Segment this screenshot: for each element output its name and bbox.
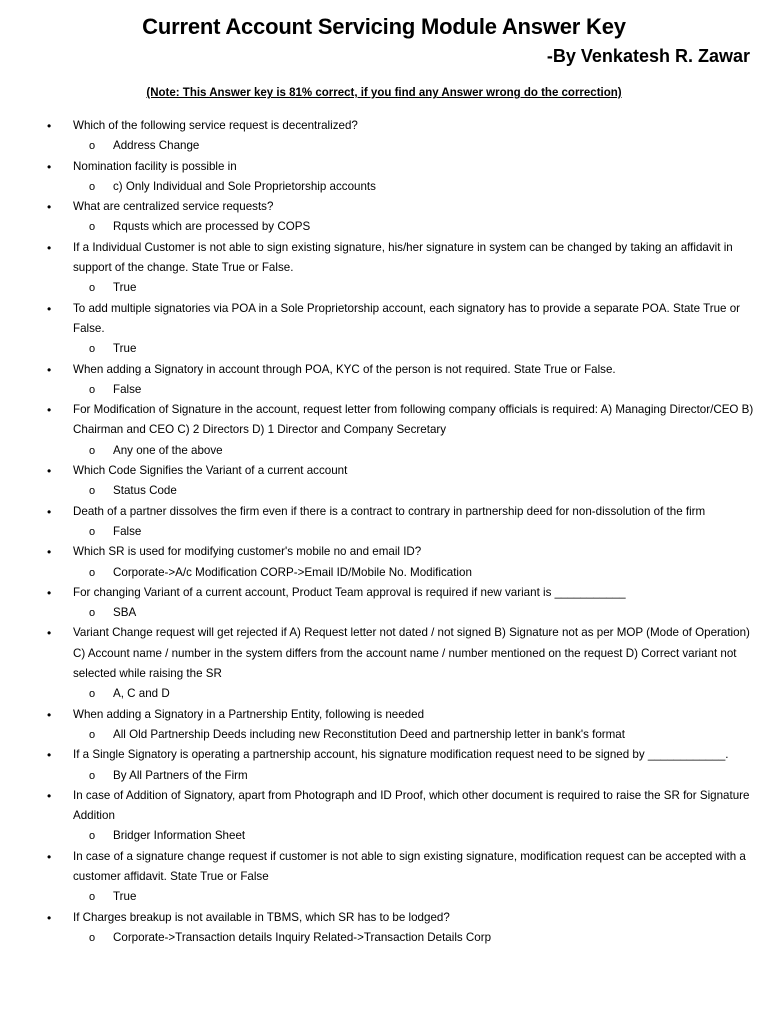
list-item [0, 623, 768, 704]
question-answer-list [0, 116, 768, 948]
question-text: Which Code Signifies the Variant of a current account [73, 464, 348, 478]
sub-bullet-icon: o [89, 607, 96, 620]
bullet-icon: • [47, 200, 52, 215]
sub-bullet-icon: o [89, 383, 96, 396]
bullet-icon: • [47, 545, 52, 560]
sub-bullet-icon: o [89, 728, 96, 741]
answer [0, 725, 768, 745]
question-text: Death of a partner dissolves the firm even if there is a contract to contrary in partnership deed for non-dissolution of the firm [73, 504, 706, 518]
answer [0, 217, 768, 237]
question [0, 360, 768, 380]
answer [0, 887, 768, 907]
list-item [0, 197, 768, 238]
bullet-icon: • [47, 849, 52, 864]
list-item [0, 360, 768, 401]
answer [0, 603, 768, 623]
answer-text: True [113, 890, 137, 904]
list-item [0, 461, 768, 502]
answer [0, 177, 768, 197]
question-text: Which of the following service request is decentralized? [73, 119, 358, 132]
answer-text: True [113, 342, 137, 356]
answer-text: Bridger Information Sheet [113, 829, 246, 843]
question-text: To add multiple signatories via POA in a Sole Proprietorship account, each signatory has to provide a separate POA. State True or False. [73, 301, 741, 335]
list-item [0, 786, 768, 847]
sub-bullet-icon: o [89, 891, 96, 904]
answer [0, 766, 768, 786]
bullet-icon: • [47, 403, 52, 418]
sub-bullet-icon: o [89, 525, 96, 538]
question [0, 786, 768, 827]
bullet-icon: • [47, 910, 52, 925]
sub-bullet-icon: o [89, 566, 96, 579]
bullet-icon: • [47, 788, 52, 803]
bullet-icon: • [47, 504, 52, 519]
answer-text: All Old Partnership Deeds including new Reconstitution Deed and partnership letter in bank's format [113, 727, 625, 741]
answer [0, 684, 768, 704]
sub-bullet-icon: o [89, 221, 96, 234]
question [0, 197, 768, 217]
question [0, 461, 768, 481]
question [0, 299, 768, 340]
bullet-icon: • [47, 626, 52, 641]
question-text: For Modification of Signature in the account, request letter from following company officials is required: A) Managing Director/CEO B) Chairman and CEO C) 2 Directors D) 1 Director and Company Secretary [73, 403, 754, 437]
question-text: When adding a Signatory in a Partnership Entity, following is needed [73, 707, 425, 721]
list-item [0, 299, 768, 360]
sub-bullet-icon: o [89, 485, 96, 498]
answer-text: SBA [113, 606, 137, 620]
answer-text: c) Only Individual and Sole Proprietorship accounts [113, 179, 376, 193]
bullet-icon: • [47, 707, 52, 722]
question [0, 502, 768, 522]
bullet-icon: • [47, 240, 52, 255]
question-text: If a Individual Customer is not able to sign existing signature, his/her signature in system can be changed by taking an affidavit in support of the change. State True or False. [73, 240, 733, 275]
bullet-icon: • [47, 119, 52, 133]
answer [0, 481, 768, 501]
answer-text: Address Change [113, 139, 200, 153]
question-text: Which SR is used for modifying customer's mobile no and email ID? [73, 545, 422, 559]
list-item [0, 116, 768, 157]
bullet-icon: • [47, 159, 52, 174]
bullet-icon: • [47, 585, 52, 600]
question [0, 583, 768, 603]
question-text: What are centralized service requests? [73, 200, 274, 214]
question [0, 745, 768, 765]
document-note: (Note: This Answer key is 81% correct, if you find any Answer wrong do the correction) [146, 87, 622, 99]
sub-bullet-icon: o [89, 343, 96, 356]
question [0, 157, 768, 177]
bullet-icon: • [47, 464, 52, 479]
bullet-icon: • [47, 301, 52, 316]
answer [0, 136, 768, 156]
answer-text: Status Code [113, 484, 177, 498]
list-item [0, 847, 768, 908]
answer [0, 826, 768, 846]
answer [0, 563, 768, 583]
sub-bullet-icon: o [89, 769, 96, 782]
list-item [0, 908, 768, 949]
answer-text: Rqusts which are processed by COPS [113, 220, 311, 234]
question-text: In case of Addition of Signatory, apart from Photograph and ID Proof, which other document is required to raise the SR for Signature Addition [73, 788, 750, 823]
list-item [0, 238, 768, 299]
question [0, 116, 768, 136]
question [0, 400, 768, 441]
question-text: Nomination facility is possible in [73, 159, 237, 173]
sub-bullet-icon: o [89, 830, 96, 843]
question [0, 238, 768, 279]
question-text: If a Single Signatory is operating a partnership account, his signature modification request need to be signed by ____________. [73, 748, 729, 762]
answer-text: True [113, 281, 137, 295]
question [0, 908, 768, 928]
list-item [0, 542, 768, 583]
answer-text: By All Partners of the Firm [113, 768, 248, 782]
question-text: In case of a signature change request if customer is not able to sign existing signature, modification request can be accepted with a customer affidavit. State True or False [73, 849, 746, 883]
answer-text: A, C and D [113, 687, 170, 701]
list-item [0, 583, 768, 624]
answer [0, 278, 768, 298]
answer [0, 441, 768, 461]
answer-text: Corporate->A/c Modification CORP->Email ID/Mobile No. Modification [113, 565, 472, 579]
sub-bullet-icon: o [89, 140, 96, 153]
sub-bullet-icon: o [89, 180, 96, 193]
document-author: -By Venkatesh R. Zawar [546, 46, 750, 66]
answer-text: Corporate->Transaction details Inquiry Related->Transaction Details Corp [113, 930, 492, 944]
question [0, 847, 768, 888]
question-text: If Charges breakup is not available in TBMS, which SR has to be lodged? [73, 910, 450, 924]
sub-bullet-icon: o [89, 444, 96, 457]
list-item [0, 745, 768, 786]
answer [0, 380, 768, 400]
bullet-icon: • [47, 362, 52, 377]
sub-bullet-icon: o [89, 931, 96, 944]
answer-text: Any one of the above [113, 443, 223, 457]
answer [0, 339, 768, 359]
question [0, 542, 768, 562]
list-item [0, 157, 768, 198]
list-item [0, 705, 768, 746]
sub-bullet-icon: o [89, 282, 96, 295]
answer [0, 522, 768, 542]
list-item [0, 400, 768, 461]
question-text: When adding a Signatory in account through POA, KYC of the person is not required. State True or False. [73, 362, 616, 376]
list-item [0, 502, 768, 543]
question [0, 623, 768, 684]
document-title: Current Account Servicing Module Answer Key [142, 14, 626, 39]
bullet-icon: • [47, 748, 52, 763]
question-text: For changing Variant of a current account, Product Team approval is required if new variant is ___________ [73, 585, 626, 599]
question-text: Variant Change request will get rejected if A) Request letter not dated / not signed B) Signature not as per MOP (Mode of Operation) C) Account name / number in the system differs from the account name / number mentioned on the request D) Correct variant not selected while raising the SR [73, 626, 750, 681]
question [0, 705, 768, 725]
answer-text: False [113, 382, 142, 396]
sub-bullet-icon: o [89, 688, 96, 701]
answer [0, 928, 768, 948]
answer-text: False [113, 524, 142, 538]
